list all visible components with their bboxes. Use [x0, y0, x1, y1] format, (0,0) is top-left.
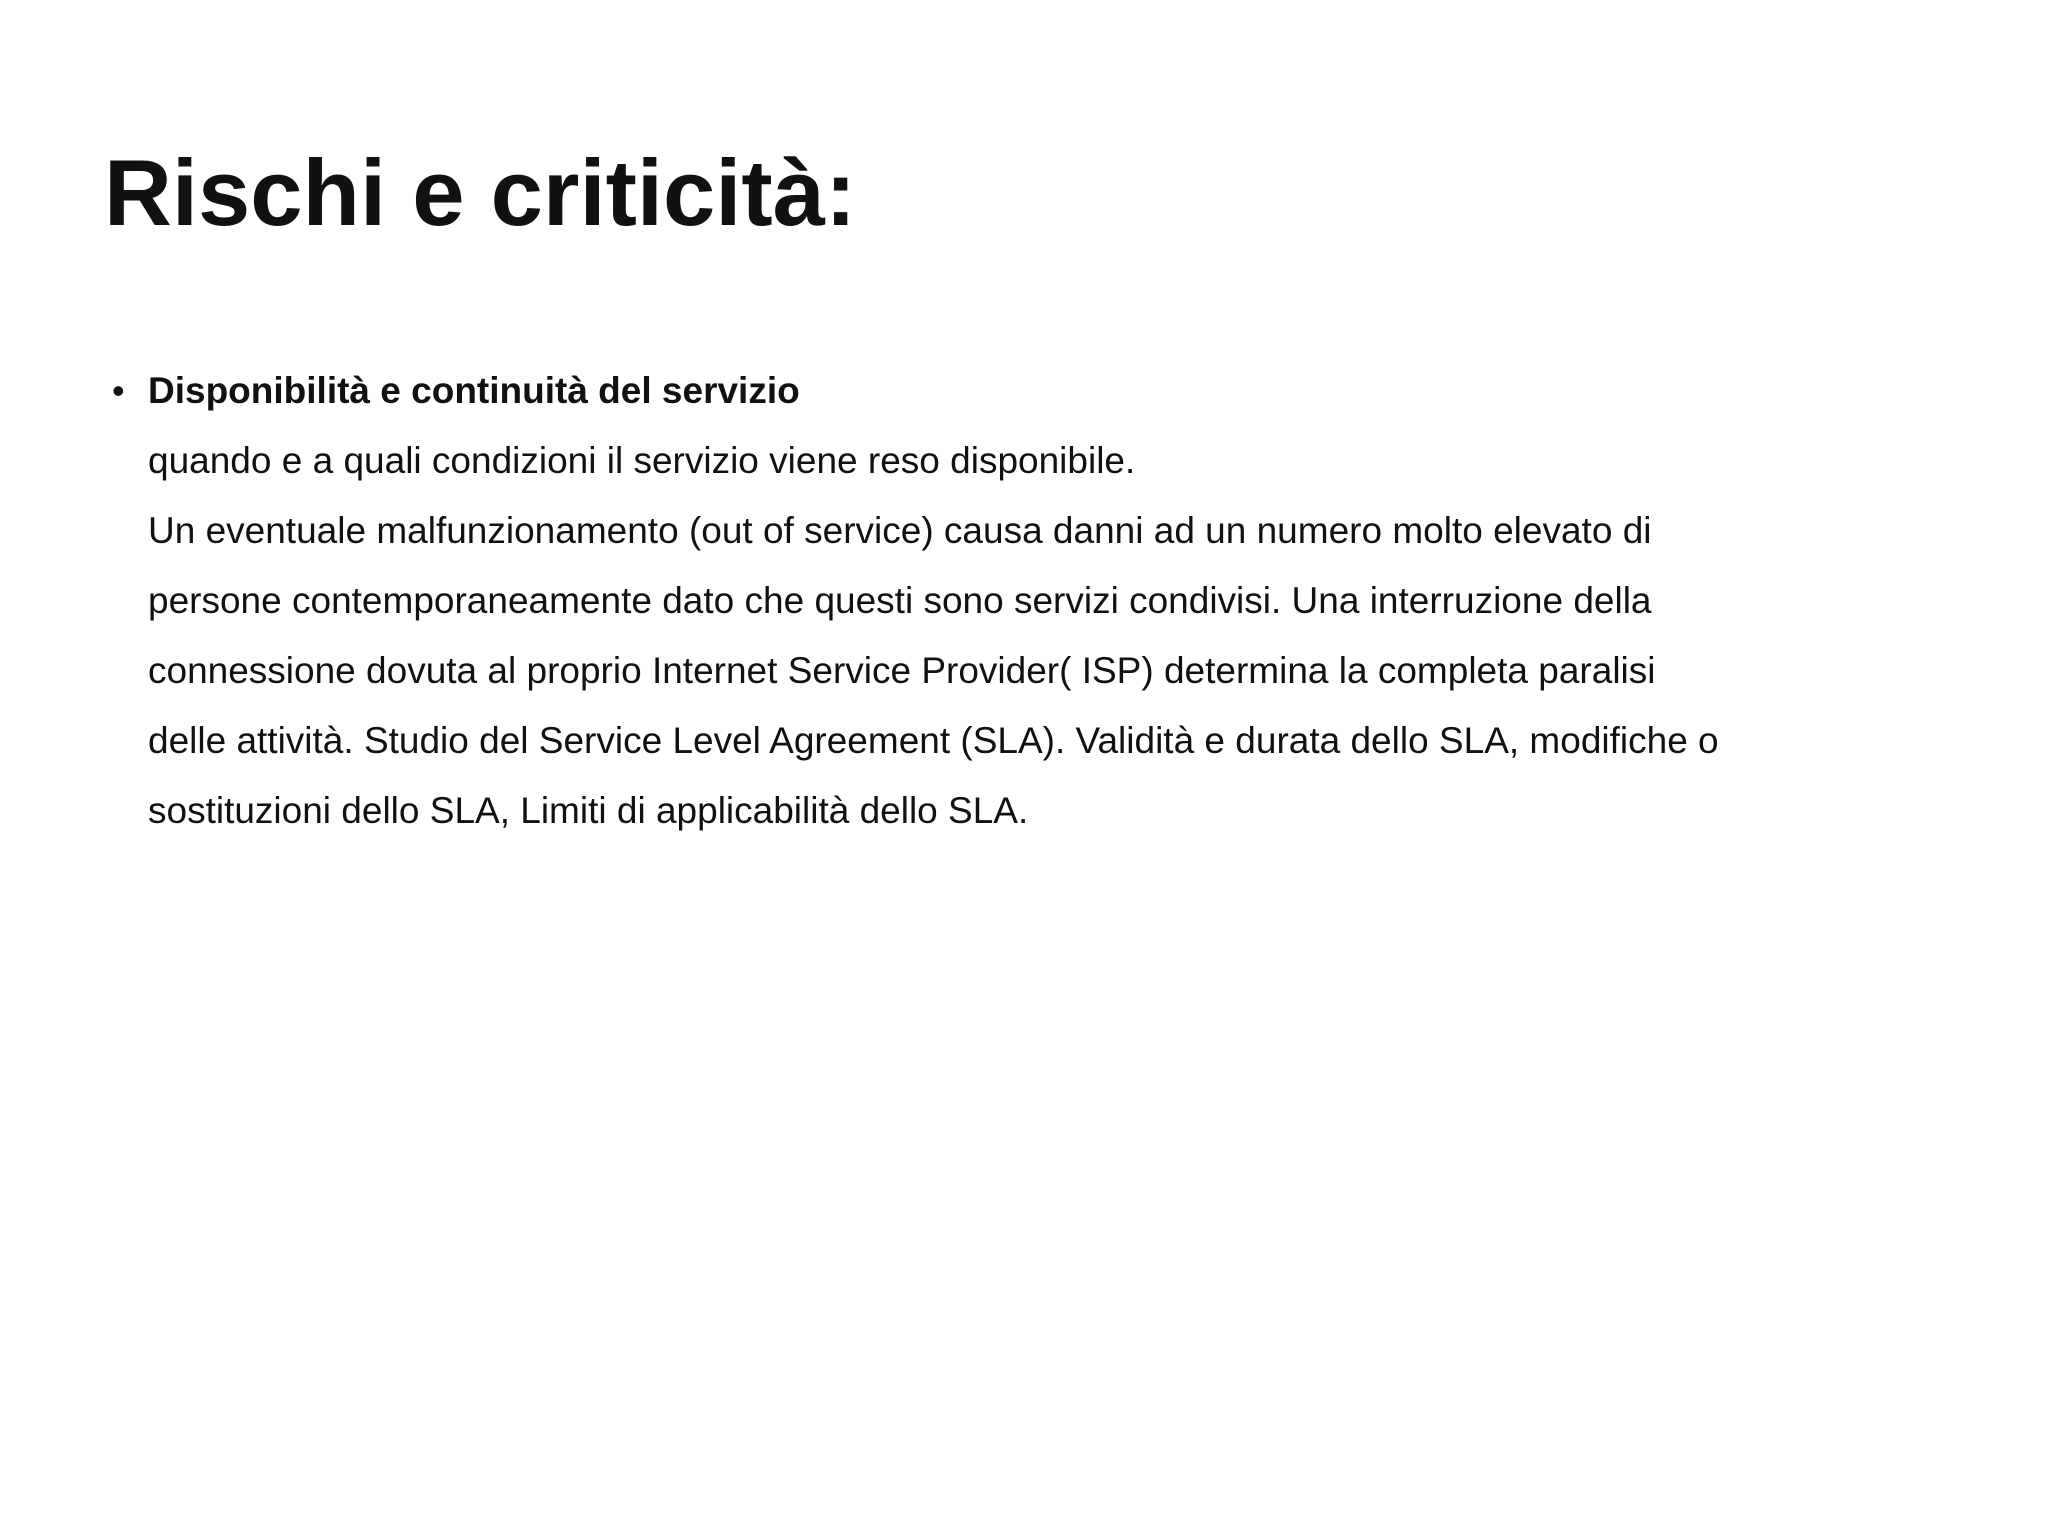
bullet-item: [112, 356, 1972, 846]
body-line: Un eventuale malfunzionamento (out of service) causa danni ad un numero molto elevato di: [148, 510, 1652, 551]
bullet-marker: •: [112, 370, 125, 411]
bullet-heading: Disponibilità e continuità del servizio: [148, 370, 800, 411]
body-line: connessione dovuta al proprio Internet Service Provider( ISP) determina la completa paralisi: [148, 650, 1656, 691]
body-line: quando e a quali condizioni il servizio viene reso disponibile.: [148, 440, 1136, 481]
bullet-list: [112, 356, 1972, 846]
bullet-body: [148, 426, 1972, 846]
slide-title: Rischi e criticità:: [104, 140, 857, 245]
body-line: sostituzioni dello SLA, Limiti di applicabilità dello SLA.: [148, 790, 1029, 831]
body-line: delle attività. Studio del Service Level Agreement (SLA). Validità e durata dello SLA, modifiche o: [148, 720, 1719, 761]
body-line: persone contemporaneamente dato che questi sono servizi condivisi. Una interruzione della: [148, 580, 1652, 621]
